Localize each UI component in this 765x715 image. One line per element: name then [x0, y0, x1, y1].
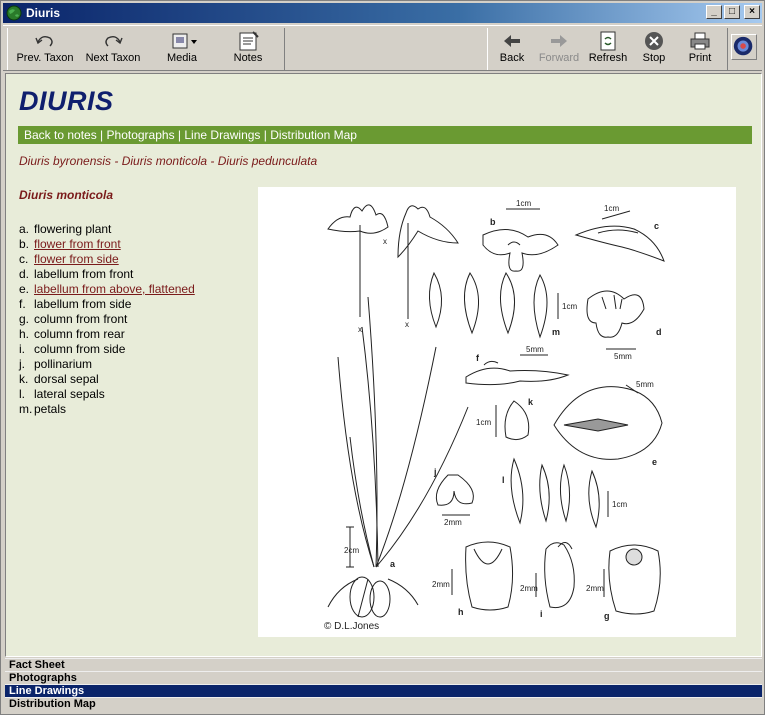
next-taxon-button[interactable]	[82, 30, 144, 70]
label-k: k	[528, 397, 534, 407]
nav-separator: |	[174, 128, 185, 142]
bottom-nav-photographs[interactable]: Photographs	[5, 671, 762, 684]
page-title: DIURIS	[19, 86, 114, 116]
legend-text: flowering plant	[34, 222, 112, 236]
scale-2mm-j: 2mm	[444, 518, 462, 527]
nav-link-back-to-notes[interactable]: Back to notes	[24, 128, 97, 142]
legend-key: e.	[19, 282, 30, 296]
label-a: a	[390, 559, 396, 569]
legend-item	[19, 387, 195, 402]
back-arrow-icon	[500, 30, 524, 52]
labellum-front-drawing	[587, 291, 644, 349]
legend-item	[19, 402, 195, 417]
print-button[interactable]	[680, 30, 720, 70]
column-side-drawing	[536, 542, 574, 607]
forward-label: Forward	[538, 52, 580, 64]
title-bar[interactable]	[3, 3, 762, 23]
legend-key: h.	[19, 327, 30, 341]
refresh-icon	[596, 30, 620, 52]
nav-link-line-drawings[interactable]: Line Drawings	[184, 128, 261, 142]
labellum-flattened-drawing	[554, 385, 662, 459]
legend-text: column from front	[34, 312, 128, 326]
scale-1cm-l: 1cm	[612, 500, 628, 509]
legend-key: c.	[19, 252, 29, 266]
legend-text: petals	[34, 402, 67, 416]
species-link-byronensis[interactable]: Diuris byronensis	[19, 154, 112, 168]
scale-2mm-h: 2mm	[432, 580, 450, 589]
petals-drawing	[429, 273, 561, 337]
legend-item	[19, 342, 195, 357]
flower-side-drawing	[576, 211, 664, 261]
legend-item	[19, 327, 195, 342]
legend-key: g.	[19, 312, 30, 326]
legend-item	[19, 357, 195, 372]
legend-item	[19, 237, 195, 252]
label-d: d	[656, 327, 662, 337]
scale-5mm-f: 5mm	[526, 345, 544, 354]
refresh-button[interactable]	[586, 30, 630, 70]
bottom-nav-fact-sheet[interactable]: Fact Sheet	[5, 658, 762, 671]
label-i: i	[540, 609, 543, 619]
prev-taxon-icon	[30, 30, 60, 52]
media-button[interactable]	[156, 30, 208, 70]
pollinarium-drawing	[436, 475, 473, 515]
scale-2mm-g: 2mm	[586, 584, 604, 593]
column-rear-drawing	[452, 542, 513, 610]
species-separator: -	[207, 154, 218, 168]
bottom-nav-line-drawings[interactable]: Line Drawings	[5, 684, 762, 697]
legend-text: dorsal sepal	[34, 372, 99, 386]
drawing-credit: © D.L.Jones	[324, 621, 380, 632]
forward-arrow-icon	[547, 30, 571, 52]
legend-key: m.	[19, 402, 33, 416]
printer-icon	[688, 30, 712, 52]
forward-button[interactable]	[536, 30, 582, 70]
prev-taxon-button[interactable]	[14, 30, 76, 70]
label-h: h	[458, 607, 464, 617]
species-link-pedunculata[interactable]: Diuris pedunculata	[217, 154, 318, 168]
nav-link-distribution-map[interactable]: Distribution Map	[270, 128, 357, 142]
nav-link-photographs[interactable]: Photographs	[106, 128, 175, 142]
plant-drawing	[328, 205, 468, 617]
scale-5mm-e: 5mm	[636, 380, 654, 389]
nav-separator: |	[96, 128, 107, 142]
scale-1cm-m: 1cm	[562, 302, 578, 311]
legend-link[interactable]: labellum from above, flattened	[34, 282, 195, 296]
species-heading: Diuris monticola	[19, 188, 114, 202]
legend-key: a.	[19, 222, 30, 236]
legend-item	[19, 252, 195, 267]
legend-key: b.	[19, 237, 30, 251]
species-list	[19, 154, 317, 168]
scale-5mm-d: 5mm	[614, 352, 632, 361]
window-title: Diuris	[26, 6, 61, 20]
legend-text: lateral sepals	[34, 387, 105, 401]
app-logo-icon	[732, 35, 756, 59]
labellum-side-drawing	[466, 355, 568, 385]
legend-key: i.	[19, 342, 25, 356]
label-c: c	[654, 221, 660, 231]
back-label: Back	[499, 52, 525, 64]
legend-text: pollinarium	[34, 357, 93, 371]
scale-1cm-k: 1cm	[476, 418, 492, 427]
next-taxon-icon	[98, 30, 128, 52]
content-pane[interactable]	[5, 73, 762, 657]
legend-item	[19, 297, 195, 312]
label-x: x	[358, 325, 362, 334]
toolbar	[3, 25, 762, 71]
browser-toolbar-group	[487, 28, 728, 70]
media-icon	[165, 30, 199, 52]
legend-text: column from rear	[34, 327, 125, 341]
next-taxon-label: Next Taxon	[85, 52, 141, 64]
label-x: x	[383, 237, 387, 246]
legend-link[interactable]: flower from side	[34, 252, 119, 266]
prev-taxon-label: Prev. Taxon	[16, 52, 74, 64]
media-label: Media	[167, 52, 197, 64]
scale-2cm-a: 2cm	[344, 546, 360, 555]
bottom-nav-distribution-map[interactable]: Distribution Map	[5, 697, 762, 710]
legend-key: j.	[19, 357, 25, 371]
legend-item	[19, 312, 195, 327]
dorsal-sepal-drawing	[496, 401, 529, 440]
section-nav-bar	[18, 126, 752, 144]
lateral-sepals-drawing	[511, 459, 608, 527]
label-m: m	[552, 327, 561, 337]
label-g: g	[604, 611, 610, 621]
legend-item	[19, 372, 195, 387]
refresh-label: Refresh	[588, 52, 628, 64]
species-link-monticola[interactable]: Diuris monticola	[121, 154, 208, 168]
legend-link[interactable]: flower from front	[34, 237, 121, 251]
label-e: e	[652, 457, 658, 467]
label-j: j	[434, 467, 437, 477]
legend-item	[19, 222, 195, 237]
scale-1cm-c: 1cm	[604, 204, 620, 213]
print-label: Print	[688, 52, 712, 64]
legend-key: f.	[19, 297, 26, 311]
orchid-line-drawing	[258, 187, 736, 637]
species-separator: -	[111, 154, 122, 168]
legend-key: d.	[19, 267, 30, 281]
close-button[interactable]: ×	[744, 5, 760, 19]
label-b: b	[490, 217, 496, 227]
legend-text: labellum from side	[34, 297, 132, 311]
figure-legend	[19, 222, 195, 417]
legend-item	[19, 282, 195, 297]
app-globe-icon	[6, 5, 22, 21]
legend-text: labellum from front	[34, 267, 134, 281]
notes-label: Notes	[233, 52, 263, 64]
label-f: f	[476, 353, 479, 363]
notes-button[interactable]	[226, 30, 270, 70]
stop-button[interactable]	[634, 30, 674, 70]
column-front-drawing	[604, 545, 660, 614]
scale-2mm-i: 2mm	[520, 584, 538, 593]
notes-icon	[235, 30, 261, 52]
back-button[interactable]	[492, 30, 532, 70]
legend-key: l.	[19, 387, 25, 401]
stop-icon	[642, 30, 666, 52]
label-x: x	[405, 320, 409, 329]
bottom-navigation	[5, 658, 762, 712]
label-l: l	[502, 475, 505, 485]
legend-text: column from side	[34, 342, 126, 356]
taxon-toolbar-group	[7, 28, 285, 70]
nav-separator: |	[260, 128, 271, 142]
stop-label: Stop	[642, 52, 666, 64]
app-logo-button[interactable]	[731, 34, 757, 60]
scale-1cm-b: 1cm	[516, 199, 532, 208]
maximize-button[interactable]: □	[724, 5, 740, 19]
legend-item	[19, 267, 195, 282]
legend-key: k.	[19, 372, 29, 386]
line-drawing-image	[258, 187, 736, 637]
minimize-button[interactable]: _	[706, 5, 722, 19]
